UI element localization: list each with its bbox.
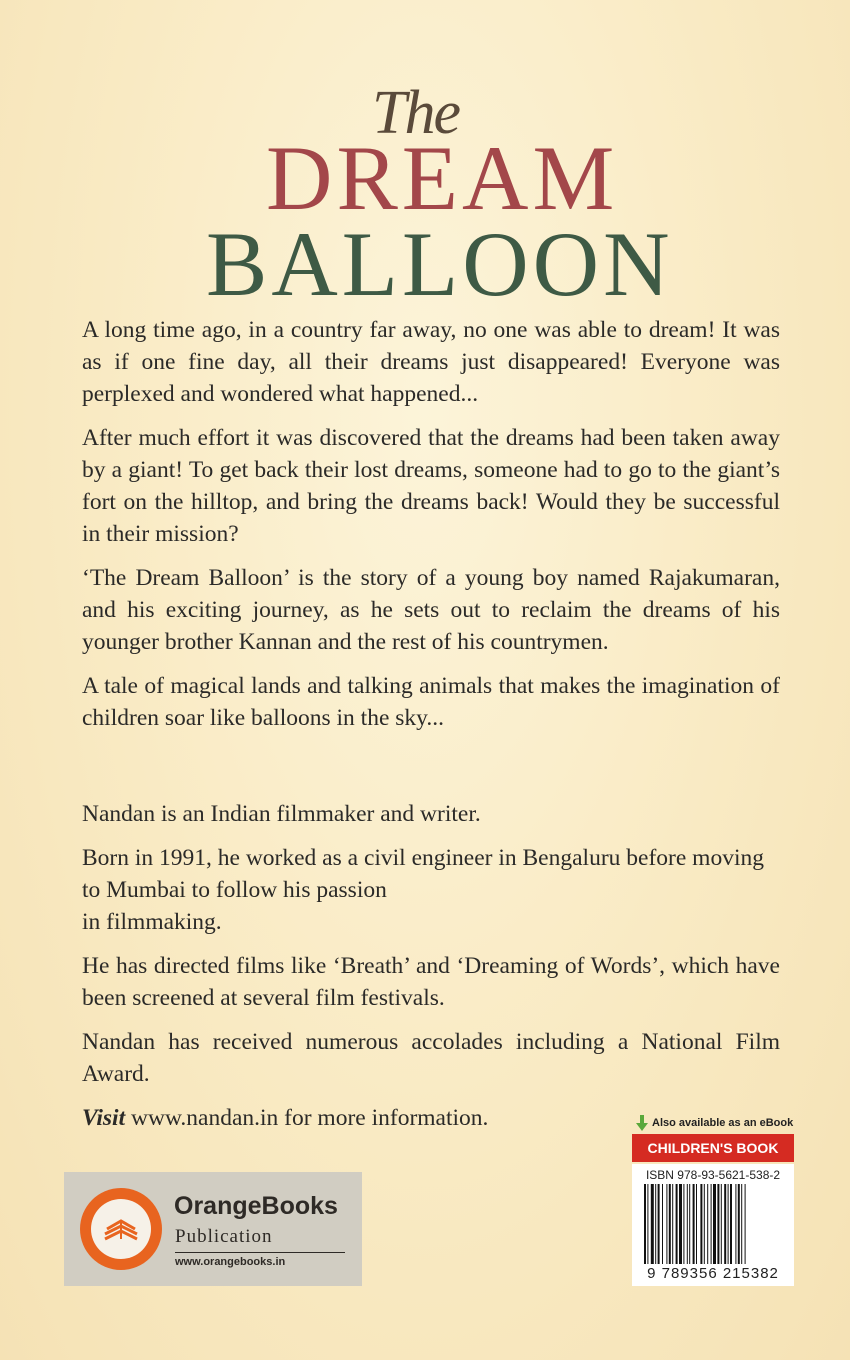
orangebooks-logo-icon bbox=[80, 1188, 162, 1270]
author-intro: Nandan is an Indian filmmaker and writer. bbox=[82, 801, 481, 827]
synopsis-paragraph: After much effort it was discovered that the dreams had been taken away by a giant! To get back their lost dreams, someone had to go to the giant’s fort on the hilltop, and bring the dreams back! Would they be successful in their mission? bbox=[82, 425, 780, 547]
barcode-icon bbox=[640, 1184, 786, 1264]
barcode-digits: 9 789356 215382 bbox=[647, 1265, 779, 1282]
publisher-badge bbox=[64, 1172, 362, 1286]
synopsis-paragraph: A tale of magical lands and talking animals that makes the imagination of children soar like balloons in the sky... bbox=[82, 673, 780, 731]
author-films: He has directed films like ‘Breath’ and ‘Dreaming of Words’, which have been screened at several film festivals. bbox=[82, 953, 780, 1011]
publisher-subtitle: Publication bbox=[175, 1226, 273, 1247]
author-birth bbox=[82, 842, 780, 938]
download-arrow-icon bbox=[636, 1115, 648, 1131]
ebook-text: Also available as an eBook bbox=[652, 1117, 794, 1129]
category-label: CHILDREN'S BOOK bbox=[632, 1134, 794, 1162]
synopsis bbox=[82, 314, 780, 746]
author-birth-line1: Born in 1991, he worked as a civil engineer in Bengaluru before moving to Mumbai to follow his passion bbox=[82, 845, 764, 903]
publisher-name: OrangeBooks bbox=[174, 1192, 338, 1220]
visit-label: Visit bbox=[82, 1105, 126, 1131]
isbn-text: ISBN 978-93-5621-538-2 bbox=[645, 1168, 781, 1182]
book-icon bbox=[91, 1199, 151, 1259]
publisher-divider bbox=[175, 1252, 345, 1253]
author-awards: Nandan has received numerous accolades including a National Film Award. bbox=[82, 1029, 780, 1087]
author-birth-line2: in filmmaking. bbox=[82, 909, 222, 935]
publisher-url: www.orangebooks.in bbox=[175, 1256, 286, 1268]
isbn-barcode bbox=[632, 1164, 794, 1286]
ebook-note bbox=[634, 1114, 794, 1134]
title-balloon: BALLOON bbox=[206, 213, 674, 315]
synopsis-paragraph: ‘The Dream Balloon’ is the story of a young boy named Rajakumaran, and his exciting journey, as he sets out to reclaim the dreams of his younger brother Kannan and the rest of his countrymen. bbox=[82, 565, 780, 655]
synopsis-paragraph: A long time ago, in a country far away, no one was able to dream! It was as if one fine day, all their dreams just disappeared! Everyone was perplexed and wondered what happened... bbox=[82, 317, 780, 407]
title-dream: DREAM bbox=[266, 127, 619, 229]
author-bio bbox=[82, 798, 780, 1146]
visit-text: www.nandan.in for more information. bbox=[125, 1105, 489, 1131]
title-the: The bbox=[372, 79, 459, 147]
